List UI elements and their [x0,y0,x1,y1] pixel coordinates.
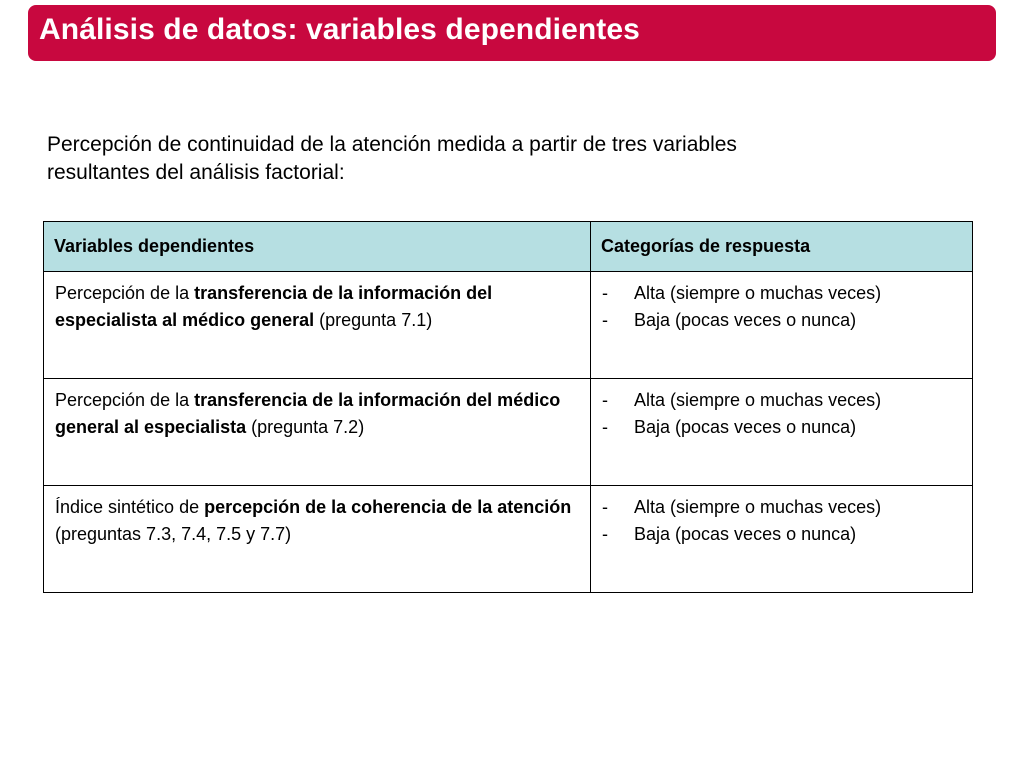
slide-title: Análisis de datos: variables dependientes [39,13,640,46]
variable-bold: transferencia de la información del especialista al médico general [55,283,493,330]
category-list [602,387,962,441]
category-item [602,521,962,548]
category-list [602,494,962,548]
header-variables: Variables dependientes [44,222,591,272]
category-item [602,494,962,521]
dash-bullet: - [602,417,608,437]
category-item [602,307,962,334]
category-label: Alta (siempre o muchas veces) [634,283,882,303]
variable-cell [44,272,591,379]
category-label: Baja (pocas veces o nunca) [634,310,857,330]
category-item [602,387,962,414]
dash-bullet: - [602,497,608,517]
variable-prefix: Percepción de la [55,283,195,303]
category-item [602,414,962,441]
category-label: Alta (siempre o muchas veces) [634,497,882,517]
category-label: Baja (pocas veces o nunca) [634,417,857,437]
variable-suffix: (preguntas 7.3, 7.4, 7.5 y 7.7) [55,524,292,544]
categories-cell [591,379,973,486]
table-row [44,379,973,486]
categories-cell [591,486,973,593]
dash-bullet: - [602,310,608,330]
dependent-variables-table [43,221,973,593]
variable-bold: transferencia de la información del médico general al especialista [55,390,561,437]
category-label: Baja (pocas veces o nunca) [634,524,857,544]
variable-cell [44,486,591,593]
variable-prefix: Índice sintético de [55,497,205,517]
header-categories: Categorías de respuesta [591,222,973,272]
variable-suffix: (pregunta 7.2) [246,417,365,437]
table-row [44,272,973,379]
dash-bullet: - [602,524,608,544]
category-item [602,280,962,307]
variable-suffix: (pregunta 7.1) [314,310,433,330]
categories-cell [591,272,973,379]
intro-line-1: Percepción de continuidad de la atención medida a partir de tres variables [47,133,737,156]
variable-bold: percepción de la coherencia de la atención [204,497,572,517]
table-header-row [44,222,973,272]
category-label: Alta (siempre o muchas veces) [634,390,882,410]
variable-prefix: Percepción de la [55,390,195,410]
table-row [44,486,973,593]
variable-cell [44,379,591,486]
title-bar [28,5,996,61]
intro-line-2: resultantes del análisis factorial: [47,161,345,184]
dash-bullet: - [602,390,608,410]
dash-bullet: - [602,283,608,303]
category-list [602,280,962,334]
intro-paragraph [47,131,947,187]
